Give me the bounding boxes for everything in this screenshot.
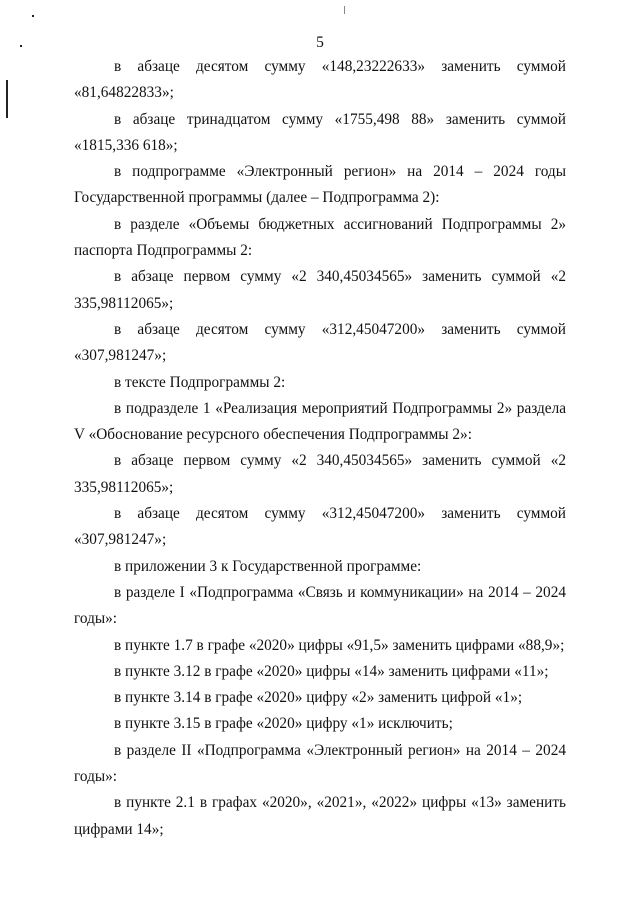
paragraph: в тексте Подпрограммы 2: <box>114 373 286 391</box>
paragraph: в разделе II «Подпрограмма «Электронный регион» на 2014 – 2024 годы»: <box>74 741 566 786</box>
paragraph: в подразделе 1 «Реализация мероприятий Подпрограммы 2» раздела V «Обоснование ресурсного обеспечения Подпрограммы 2»: <box>74 399 566 444</box>
paragraph: в подпрограмме «Электронный регион» на 2014 – 2024 годы Государственной программы (далее – Подпрограмма 2): <box>74 163 566 207</box>
paragraph: в абзаце десятом сумму «312,45047200» заменить суммой «307,981247»; <box>74 505 566 549</box>
paragraph: в абзаце десятом сумму «148,23222633» заменить суммой «81,64822833»; <box>74 58 566 102</box>
paragraph: в абзаце тринадцатом сумму «1755,498 88» заменить суммой «1815,336 618»; <box>74 110 566 154</box>
document-body <box>74 54 566 843</box>
paragraph: в разделе I «Подпрограмма «Связь и коммуникации» на 2014 – 2024 годы»: <box>74 583 566 628</box>
page-number: 5 <box>316 34 324 51</box>
paragraph: в пункте 2.1 в графах «2020», «2021», «2022» цифры «13» заменить цифрами 14»; <box>74 794 566 838</box>
paragraph: в пункте 3.15 в графе «2020» цифру «1» исключить; <box>114 715 453 733</box>
paragraph: в приложении 3 к Государственной программе: <box>114 557 422 575</box>
scan-dot <box>32 15 34 17</box>
scan-mark <box>6 80 8 118</box>
paragraph: в пункте 1.7 в графе «2020» цифры «91,5» заменить цифрами «88,9»; <box>114 636 565 654</box>
paragraph: в пункте 3.14 в графе «2020» цифру «2» заменить цифрой «1»; <box>114 689 523 707</box>
paragraph: в разделе «Объемы бюджетных ассигнований Подпрограммы 2» паспорта Подпрограммы 2: <box>74 215 566 260</box>
scan-tick <box>344 6 345 14</box>
paragraph: в абзаце десятом сумму «312,45047200» заменить суммой «307,981247»; <box>74 320 566 365</box>
paragraph: в пункте 3.12 в графе «2020» цифры «14» заменить цифрами «11»; <box>114 662 549 680</box>
paragraph: в абзаце первом сумму «2 340,45034565» заменить суммой «2 335,98112065»; <box>74 268 566 312</box>
paragraph: в абзаце первом сумму «2 340,45034565» заменить суммой «2 335,98112065»; <box>74 452 566 496</box>
